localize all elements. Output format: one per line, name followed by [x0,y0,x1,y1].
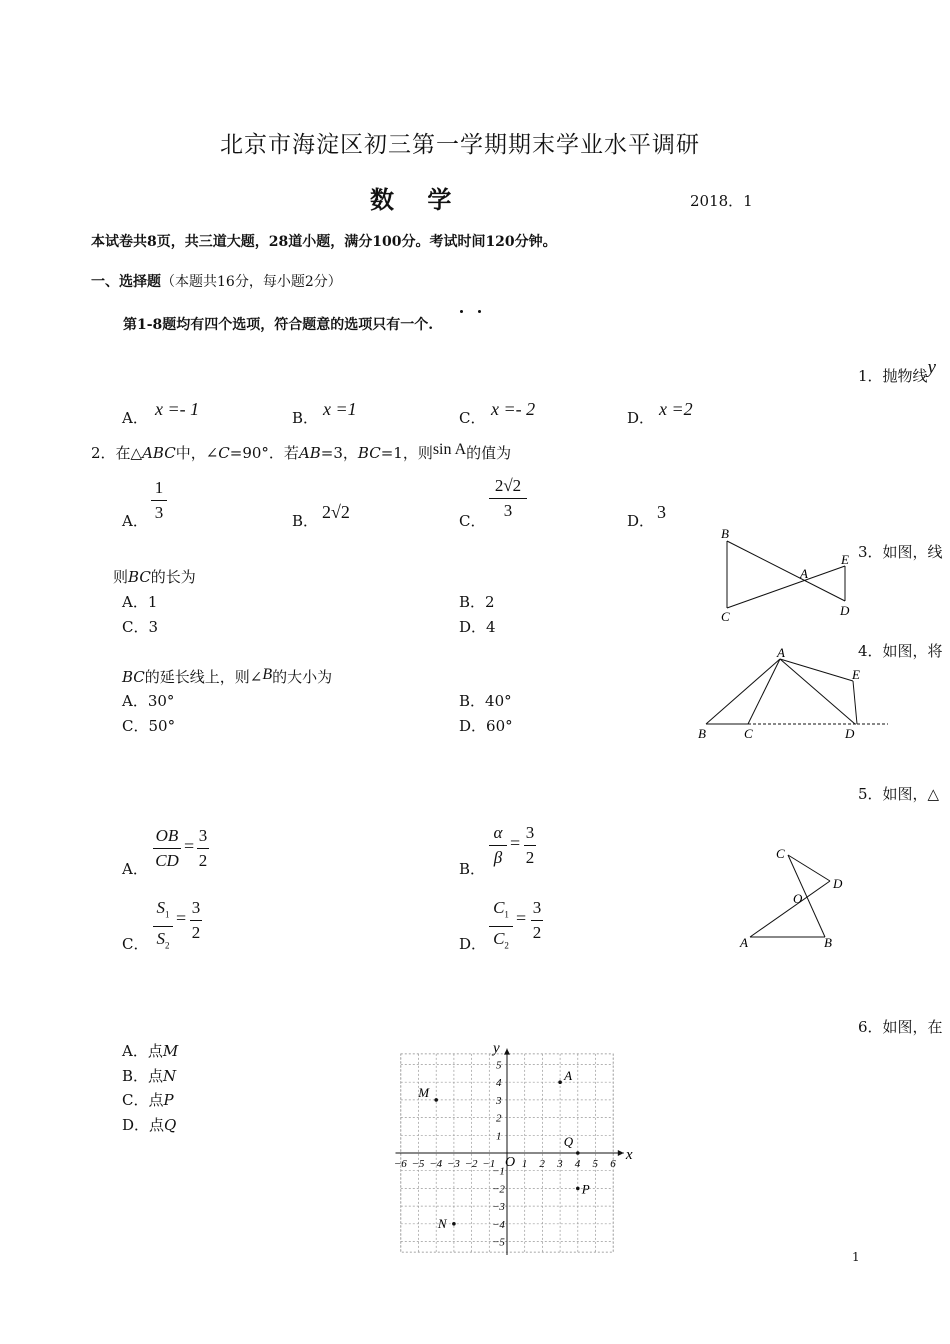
q4-option-c: C．50° [122,717,176,735]
point-label-a: A [564,1068,573,1084]
x-tick-label: −3 [446,1158,460,1170]
q2-option-c-label: C． [459,512,486,530]
section-heading-label: 一、选择题 [91,274,161,290]
point-label-m: M [418,1084,430,1100]
q6-coordinate-grid [390,1040,650,1255]
q3-option-a: A．1 [122,593,158,611]
q3-label-c: C [721,609,730,624]
q4-option-d: D．60° [459,717,513,735]
q5-option-b-rhs: 3 2 [525,823,535,867]
y-tick-label: −1 [492,1165,505,1178]
x-tick-label: 3 [557,1158,563,1170]
q4-figure [690,642,895,742]
q5-stem: 5．如图，△ [858,785,940,803]
point-label-q: Q [563,1134,574,1149]
q1-stem [858,357,936,387]
q5-option-b-eq: = [510,833,521,853]
q5-option-a-label: A． [122,860,148,878]
q2-option-d-label: D． [627,512,655,530]
q5-option-b-label: B． [459,860,486,878]
q5-option-d-lhs: $C_1$ $C_2$ [489,898,513,956]
q5-label-d: D [833,876,843,891]
q5-option-a-rhs: 3 2 [198,826,208,870]
q2-option-c-fraction: 2√2 3 [489,476,527,521]
q3-label-b: B [721,526,729,541]
q1-option-c-label: C． [459,409,486,427]
q1-option-a: x =- 1 [155,399,200,419]
q4-label-c: C [744,726,753,741]
q3-label-e: E [841,552,849,567]
q1-option-b-label: B． [292,409,319,427]
q5-label-a: A [740,935,748,950]
x-tick-label: 6 [610,1158,616,1170]
q6-option-c: C．点P [122,1091,174,1109]
q4-option-a: A．30° [122,692,175,710]
exam-intro: 本试卷共8页，共三道大题，28道小题，满分100分。考试时间120分钟。 [91,234,557,250]
point-p [576,1187,580,1191]
q3-label-a: A [800,566,808,581]
section-heading-note: （本题共16分，每小题2分） [161,274,342,290]
y-tick-label: −2 [492,1183,505,1196]
point-label-n: N [437,1215,447,1231]
emphasis-dot [478,310,481,313]
exam-date: 2018．1 [690,192,753,210]
q5-option-a-lhs: OB CD [153,826,181,871]
q4-stem: 4．如图，将 [858,642,943,660]
point-n [452,1222,456,1226]
point-m [434,1098,438,1102]
page-number: 1 [852,1250,860,1264]
q2-option-d: 3 [657,502,666,522]
q1-stem-var: y [927,357,936,378]
x-tick-label: 2 [539,1158,545,1170]
q5-option-d-rhs: 3 2 [532,898,542,942]
x-tick-label: −4 [429,1158,443,1170]
q5-label-c: C [776,846,785,861]
y-tick-label: 5 [496,1059,502,1072]
q5-option-d-label: D． [459,935,487,953]
q3-label-d: D [840,603,850,618]
y-tick-label: −3 [492,1201,505,1214]
q2-option-b-label: B． [292,512,319,530]
q1-stem-text: 1．抛物线 [858,367,928,385]
q3-figure [700,520,870,630]
x-tick-label: −5 [411,1158,425,1170]
q5-option-c-label: C． [122,935,149,953]
q1-option-a-label: A． [122,409,148,427]
x-tick-label: −2 [464,1158,478,1170]
point-q [576,1151,580,1155]
q5-option-a-eq: = [184,836,195,856]
emphasis-dot [460,310,463,313]
q5-option-c-eq: = [176,908,187,928]
q5-label-b: B [824,935,832,950]
y-tick-label: 3 [496,1094,502,1107]
x-axis-arrow [618,1150,624,1156]
q5-option-b-lhs: α β [489,823,507,868]
q6-option-d: D．点Q [122,1116,177,1134]
q2-option-a-label: A． [122,512,148,530]
x-tick-label: −6 [393,1158,407,1170]
q3-option-c: C．3 [122,618,159,636]
q1-option-b: x =1 [323,399,357,419]
page-title: 北京市海淀区初三第一学期期末学业水平调研 [220,132,700,158]
y-tick-label: 4 [496,1077,502,1090]
q2-option-b: 2√2 [322,502,350,522]
q4-stem-line2: BC的延长线上，则∠B的大小为 [122,666,333,686]
y-axis-label: y [493,1040,500,1057]
y-tick-label: −4 [492,1218,505,1231]
x-tick-label: −1 [482,1158,496,1170]
q4-label-d: D [845,726,855,741]
q3-stem-line2: 则BC的长为 [113,568,196,586]
q6-option-a: A．点M [122,1042,179,1060]
y-tick-label: −5 [492,1236,505,1249]
q3-stem: 3．如图，线 [858,543,943,561]
q4-label-a: A [777,645,785,660]
q1-option-d-label: D． [627,409,655,427]
q4-label-b: B [698,726,706,741]
q2-stem: 2．在△ABC中，∠C=90°．若AB=3，BC=1，则sin A的值为 [91,441,512,462]
section-1-instruction: 第1-8题均有四个选项，符合题意的选项只有一个. [123,317,434,333]
x-tick-label: 1 [521,1158,528,1170]
q4-option-b: B．40° [459,692,512,710]
q1-option-d: x =2 [659,399,693,419]
x-tick-label: 4 [574,1158,581,1170]
x-tick-label: 5 [592,1158,598,1170]
x-axis-label: x [625,1147,633,1163]
y-tick-label: 2 [496,1112,502,1125]
q5-option-c-rhs: 3 2 [191,898,201,942]
q5-label-o: O [793,891,803,906]
q3-segment-bd [727,541,845,601]
q2-option-a-fraction: 1 3 [151,478,167,523]
y-axis-arrow [504,1049,510,1055]
q5-option-c-lhs: $S_1$ $S_2$ [153,898,173,956]
q3-segment-ce [727,566,845,608]
q5-option-d-eq: = [516,908,527,928]
q3-option-b: B．2 [459,593,495,611]
q4-label-e: E [852,667,860,682]
point-label-p: P [581,1181,590,1197]
y-tick-label: 1 [496,1130,502,1143]
q6-stem: 6．如图，在 [858,1018,943,1036]
q3-option-d: D．4 [459,618,496,636]
section-1-heading [91,271,342,291]
q1-option-c: x =- 2 [491,399,536,419]
point-a [558,1080,562,1084]
q6-option-b: B．点N [122,1067,177,1085]
origin-label: O [505,1155,516,1170]
subject-heading: 数 学 [370,185,452,214]
q5-figure [730,840,850,955]
